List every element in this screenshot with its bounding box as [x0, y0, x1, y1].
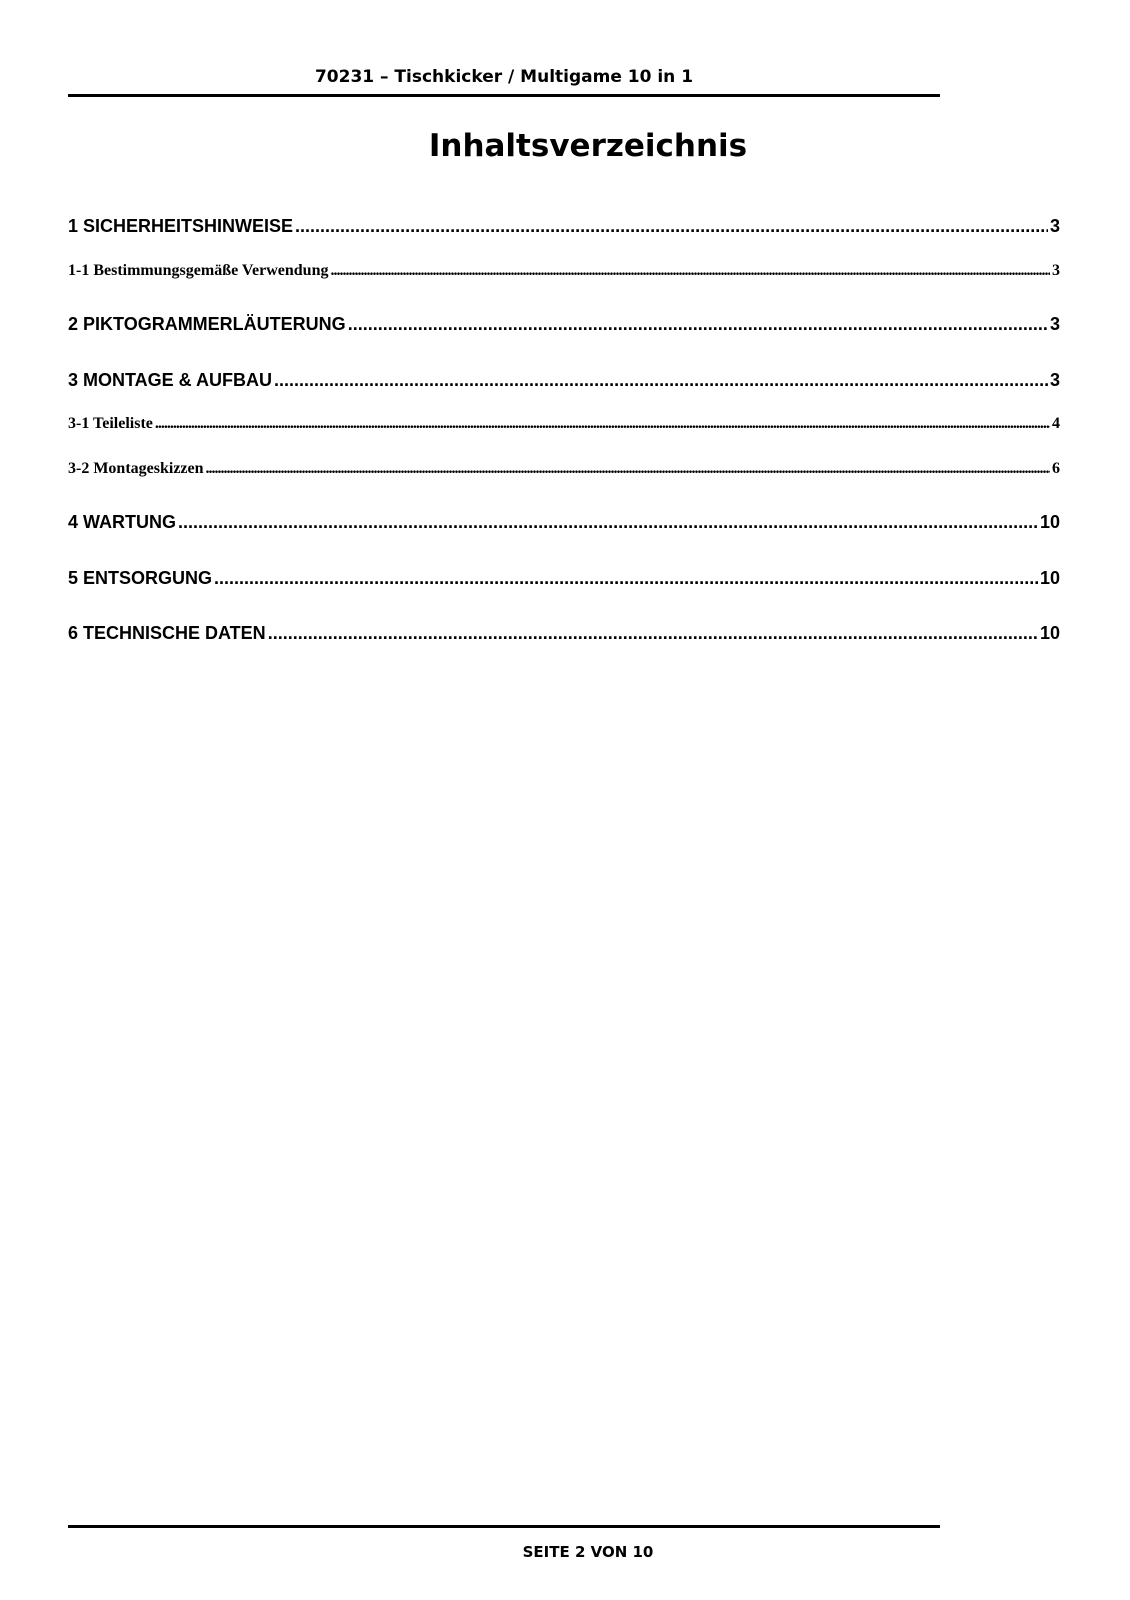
- toc-dot-leader: [268, 621, 1038, 645]
- toc-entry-piktogrammerlaeuterung[interactable]: [68, 312, 1060, 336]
- toc-entry-label: 1 SICHERHEITSHINWEISE: [68, 216, 294, 236]
- toc-page-number: 3: [1049, 370, 1060, 390]
- toc-page-number: 3: [1052, 262, 1060, 279]
- toc-dot-leader: [274, 368, 1048, 392]
- toc-page-number: 10: [1039, 623, 1060, 643]
- toc-entry-montage-aufbau[interactable]: [68, 368, 1060, 392]
- toc-entry-label: 4 WARTUNG: [68, 512, 176, 532]
- toc-entry-montageskizzen[interactable]: [68, 459, 1060, 479]
- toc-dot-leader: [178, 510, 1038, 534]
- page-header-title: 70231 – Tischkicker / Multigame 10 in 1: [314, 67, 694, 87]
- document-title: Inhaltsverzeichnis: [428, 128, 748, 164]
- toc-entry-label: 1-1 Bestimmungsgemäße Verwendung: [68, 262, 329, 279]
- toc-page-number: 4: [1052, 415, 1060, 432]
- toc-dot-leader: [330, 261, 1050, 281]
- toc-entry-label: 6 TECHNISCHE DATEN: [68, 623, 266, 643]
- toc-dot-leader: [295, 214, 1048, 238]
- toc-entry-technische-daten[interactable]: [68, 621, 1060, 645]
- toc-entry-teileliste[interactable]: [68, 414, 1060, 434]
- toc-entry-bestimmungsgemaesse-verwendung[interactable]: [68, 261, 1060, 281]
- toc-dot-leader: [214, 566, 1038, 590]
- header-divider: [68, 94, 940, 97]
- toc-entry-label: 3 MONTAGE & AUFBAU: [68, 370, 272, 390]
- toc-entry-label: 3-1 Teileliste: [68, 415, 153, 432]
- toc-page-number: 6: [1052, 460, 1060, 477]
- toc-dot-leader: [348, 312, 1048, 336]
- toc-entry-entsorgung[interactable]: [68, 566, 1060, 590]
- toc-entry-sicherheitshinweise[interactable]: [68, 214, 1060, 238]
- toc-page-number: 3: [1049, 314, 1060, 334]
- toc-entry-label: 5 ENTSORGUNG: [68, 568, 213, 588]
- toc-dot-leader: [206, 459, 1050, 479]
- toc-page-number: 3: [1049, 216, 1060, 236]
- toc-entry-wartung[interactable]: [68, 510, 1060, 534]
- page-number-footer: SEITE 2 VON 10: [522, 1543, 654, 1561]
- toc-dot-leader: [155, 414, 1050, 434]
- toc-page-number: 10: [1039, 568, 1060, 588]
- toc-entry-label: 2 PIKTOGRAMMERLÄUTERUNG: [68, 314, 346, 334]
- toc-entry-label: 3-2 Montageskizzen: [68, 460, 204, 477]
- footer-divider: [68, 1525, 940, 1528]
- toc-page-number: 10: [1039, 512, 1060, 532]
